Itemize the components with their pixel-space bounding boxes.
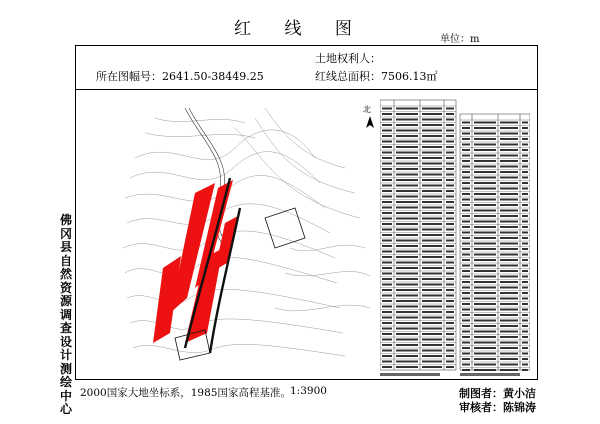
page-title: 红 线 图	[234, 19, 366, 39]
red-line-parcels	[153, 180, 238, 343]
map-sheet-label: 所在图幅号：2641.50-38449.25	[96, 70, 264, 83]
coordinate-tables	[380, 94, 530, 378]
reviewer-label: 审核者：陈锦涛	[459, 401, 536, 414]
total-area-label: 红线总面积：7506.13㎡	[315, 70, 438, 83]
coordinate-system-note: 2000国家大地坐标系，1985国家高程基准。	[80, 387, 291, 399]
drafter-label: 制图者：黄小洁	[459, 387, 536, 400]
organization-label: 佛冈县自然资源调查设计测绘中心	[59, 213, 72, 416]
north-arrow	[363, 104, 374, 128]
red-line-map	[115, 98, 385, 370]
header-divider	[75, 89, 538, 90]
land-owner-label: 土地权利人：	[315, 52, 381, 65]
map-scale: 1:3900	[290, 385, 327, 397]
unit-label: 单位：m	[440, 34, 480, 45]
north-label: 北	[363, 105, 371, 114]
